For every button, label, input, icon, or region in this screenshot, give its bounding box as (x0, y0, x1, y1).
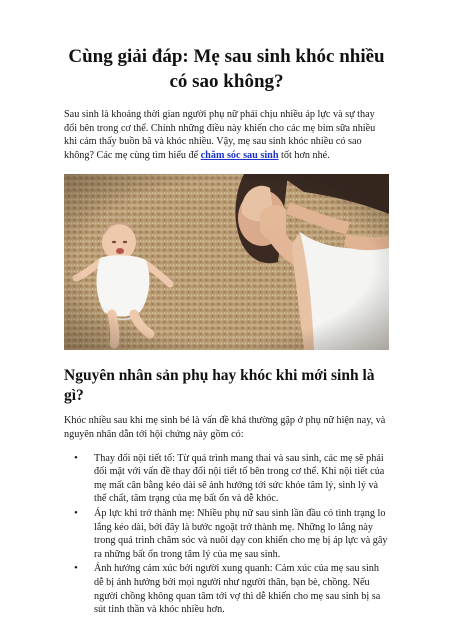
section-lead: Khóc nhiều sau khi mẹ sinh bé là vấn đề khá thường gặp ở phụ nữ hiện nay, và nguyên nhân dẫn tới hội chứng này gồm có: (64, 415, 386, 440)
intro-text-after: tốt hơn nhé. (278, 149, 330, 161)
intro-text-before: Sau sinh là khoảng thời gian người phụ nữ phải chịu nhiều áp lực và sự thay đổi bên trong cơ thể. Chính những điều này khiến cho các mẹ bỉm sữa nhiều khi cảm thấy buồn bã và khóc nhiều. Vậy, mẹ sau sinh khóc nhiều có sao không? Các mẹ cùng tìm hiểu để (64, 109, 376, 161)
list-item: • Thay đổi nội tiết tố: Từ quá trình mang thai và sau sinh, các mẹ sẽ phải đối mặt với vấn đề thay đổi nội tiết tố bên trong cơ thể. Khi nội tiết của mẹ mất cân bằng kéo dài sẽ ảnh hưởng tới sức khỏe tâm lý, sinh lý và thể chất, tâm trạng của mẹ bất ổn và dễ khóc. (94, 452, 389, 506)
section-heading: Nguyên nhân sản phụ hay khóc khi mới sinh là gì? (64, 367, 375, 405)
list-item: • Áp lực khi trở thành mẹ: Nhiều phụ nữ sau sinh lần đầu có tình trạng lo lắng kéo dài, bởi đây là bước ngoặt trở thành mẹ. Những lo lắng này trong quá trình chăm sóc và nuôi dạy con khiến cho mẹ bị áp lực và gây ra những bất ổn trong tâm lý của mẹ sau sinh. (94, 507, 389, 561)
postpartum-care-link[interactable]: chăm sóc sau sinh (200, 149, 279, 161)
hero-photo (64, 174, 389, 350)
causes-list (64, 452, 389, 617)
list-item: • Ảnh hưởng cảm xúc bởi người xung quanh: Cảm xúc của mẹ sau sinh dễ bị ảnh hưởng bởi mọi người như người thân, bạn bè, chồng. Nếu người chồng không quan tâm tới vợ thì dễ khiến cho mẹ sau sinh bị sa sút tinh thần và khóc nhiều hơn. (94, 562, 389, 616)
photo-crying-baby-and-mother-icon (64, 174, 389, 350)
page-title: Cùng giải đáp: Mẹ sau sinh khóc nhiều có sao không? (68, 46, 385, 92)
intro-paragraph (64, 108, 389, 162)
